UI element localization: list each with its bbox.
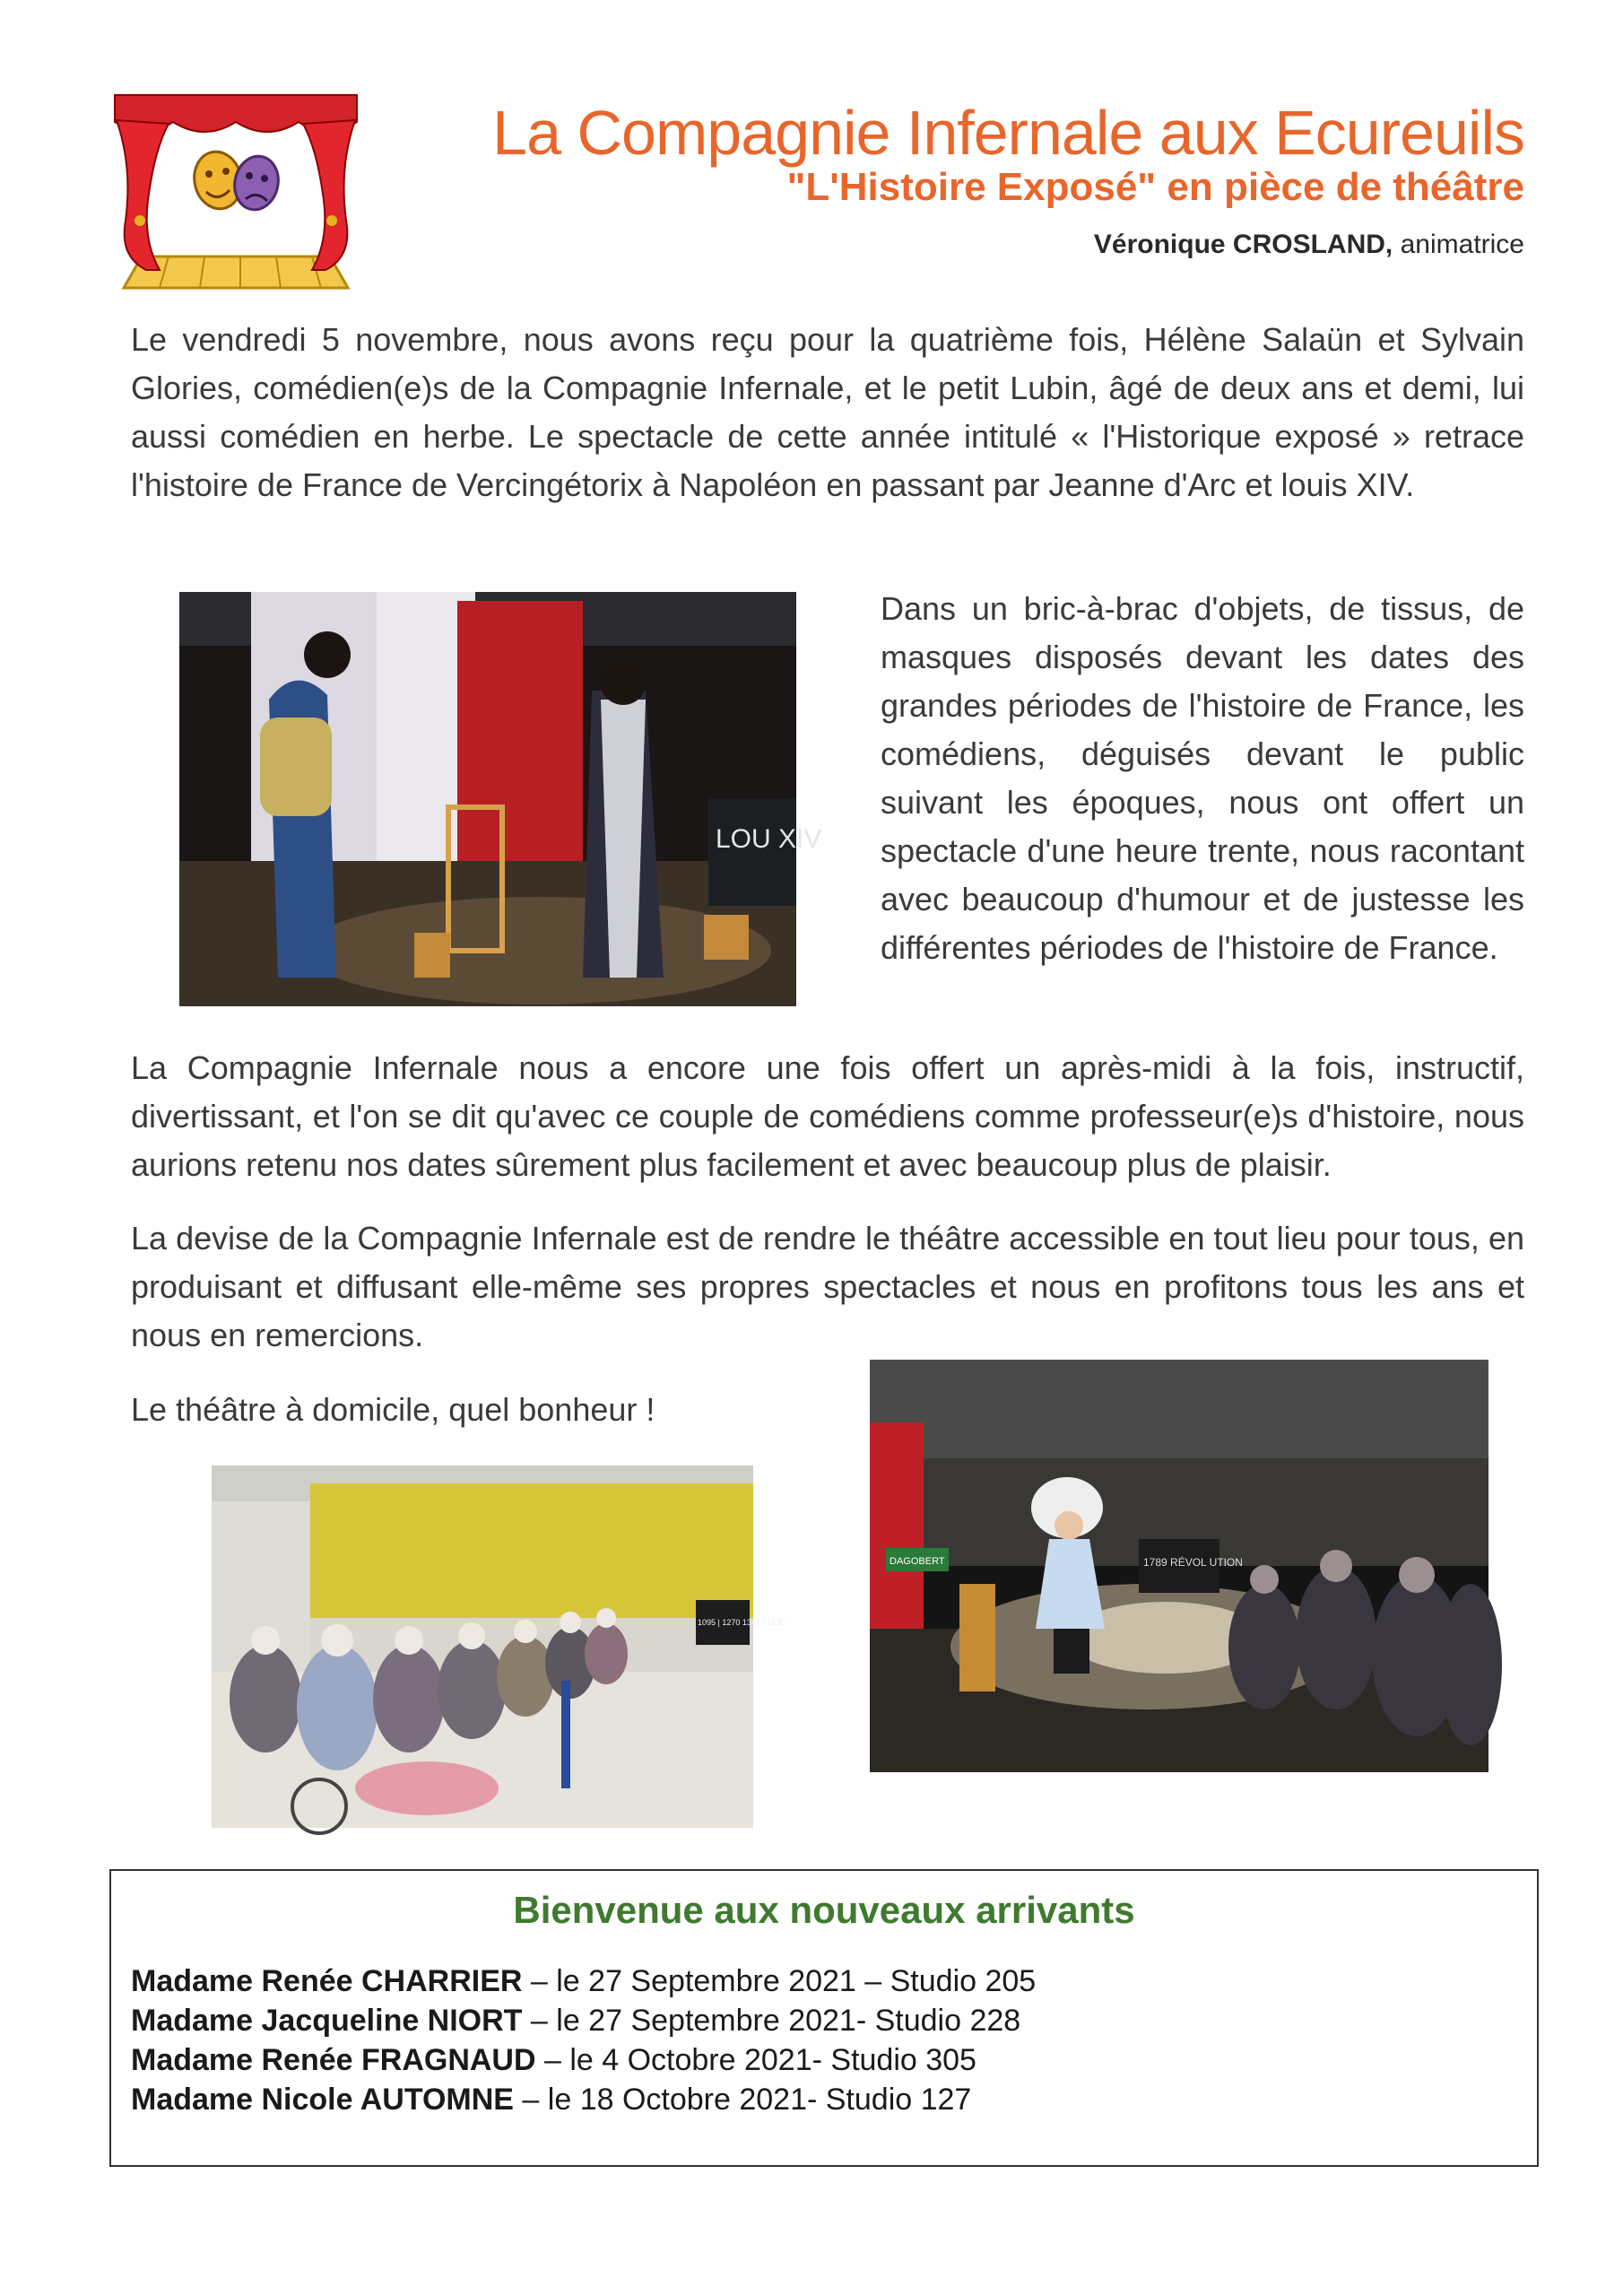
new-arrivals-title: Bienvenue aux nouveaux arrivants: [513, 1889, 1135, 1931]
photo-actress-on-stage: [870, 1360, 1488, 1772]
author-role: animatrice: [1400, 230, 1524, 259]
arrival-name: Madame Renée FRAGNAUD: [131, 2043, 536, 2077]
theatre-masks-icon: [106, 86, 366, 300]
arrival-name: Madame Renée CHARRIER: [131, 1964, 523, 1998]
author-byline: [807, 230, 1524, 260]
board-text-louis: LOU XIV: [716, 824, 822, 854]
arrival-details: – le 27 Septembre 2021- Studio 228: [522, 2004, 1021, 2038]
arrival-item: [131, 2040, 976, 2080]
article-paragraph-1: Le vendredi 5 novembre, nous avons reçu pour la quatrième fois, Hélène Salaün et Sylvain Glories, comédien(e)s de la Compagnie Infernale, et le petit Lubin, âgé de deux ans et demi, lui aussi comédien en herbe. Le spectacle de cette année intitulé « l'Historique exposé » retrace l'histoire de France de Vercingétorix à Napoléon en passant par Jeanne d'Arc et louis XIV.: [131, 321, 1524, 503]
photo-stage-performance: [179, 592, 822, 1006]
page-title: La Compagnie Infernale aux Ecureuils: [492, 98, 1524, 168]
article-paragraph-5: Le théâtre à domicile, quel bonheur !: [131, 1391, 655, 1428]
author-name: Véronique CROSLAND,: [1093, 230, 1393, 259]
page-subtitle: "L'Histoire Exposé" en pièce de théâtre: [786, 165, 1524, 209]
board-1789-text: 1789 RÉVOL UTION: [1143, 1556, 1243, 1569]
arrival-name: Madame Nicole AUTOMNE: [131, 2083, 514, 2117]
sign-dagobert-text: DAGOBERT: [890, 1556, 945, 1567]
arrival-details: – le 4 Octobre 2021- Studio 305: [535, 2043, 976, 2077]
article-paragraph-3: La Compagnie Infernale nous a encore une fois offert un après-midi à la fois, instructif, divertissant, et l'on se dit qu'avec ce couple de comédiens comme professeur(e)s d'histoire, nous aurions retenu nos dates sûrement plus facilement et avec beaucoup plus de plaisir.: [131, 1049, 1524, 1183]
theatre-logo: [106, 86, 366, 300]
article-paragraph-4: La devise de la Compagnie Infernale est de rendre le théâtre accessible en tout lieu pour tous, en produisant et diffusant elle-même ses propres spectacles et nous en profitons tous les ans et nous en remercions.: [131, 1220, 1524, 1353]
arrival-name: Madame Jacqueline NIORT: [131, 2004, 523, 2038]
arrival-item: [131, 2001, 1020, 2040]
article-paragraph-2: Dans un bric-à-brac d'objets, de tissus, de masques disposés devant les dates des grandes périodes de l'histoire de France, les comédiens, déguisés devant le public suivant les époques, nous ont offert un spectacle d'une heure trente, nous racontant avec beaucoup d'humour et de justesse les différentes périodes de l'histoire de France.: [881, 590, 1524, 966]
board-dates-text: 1095 | 1270 1346 | 1430: [698, 1618, 785, 1627]
arrival-item: [131, 1961, 1036, 2001]
arrival-item: [131, 2080, 971, 2119]
arrival-details: – le 18 Octobre 2021- Studio 127: [513, 2083, 972, 2117]
arrival-details: – le 27 Septembre 2021 – Studio 205: [522, 1964, 1037, 1998]
photo-audience: [212, 1465, 785, 1828]
